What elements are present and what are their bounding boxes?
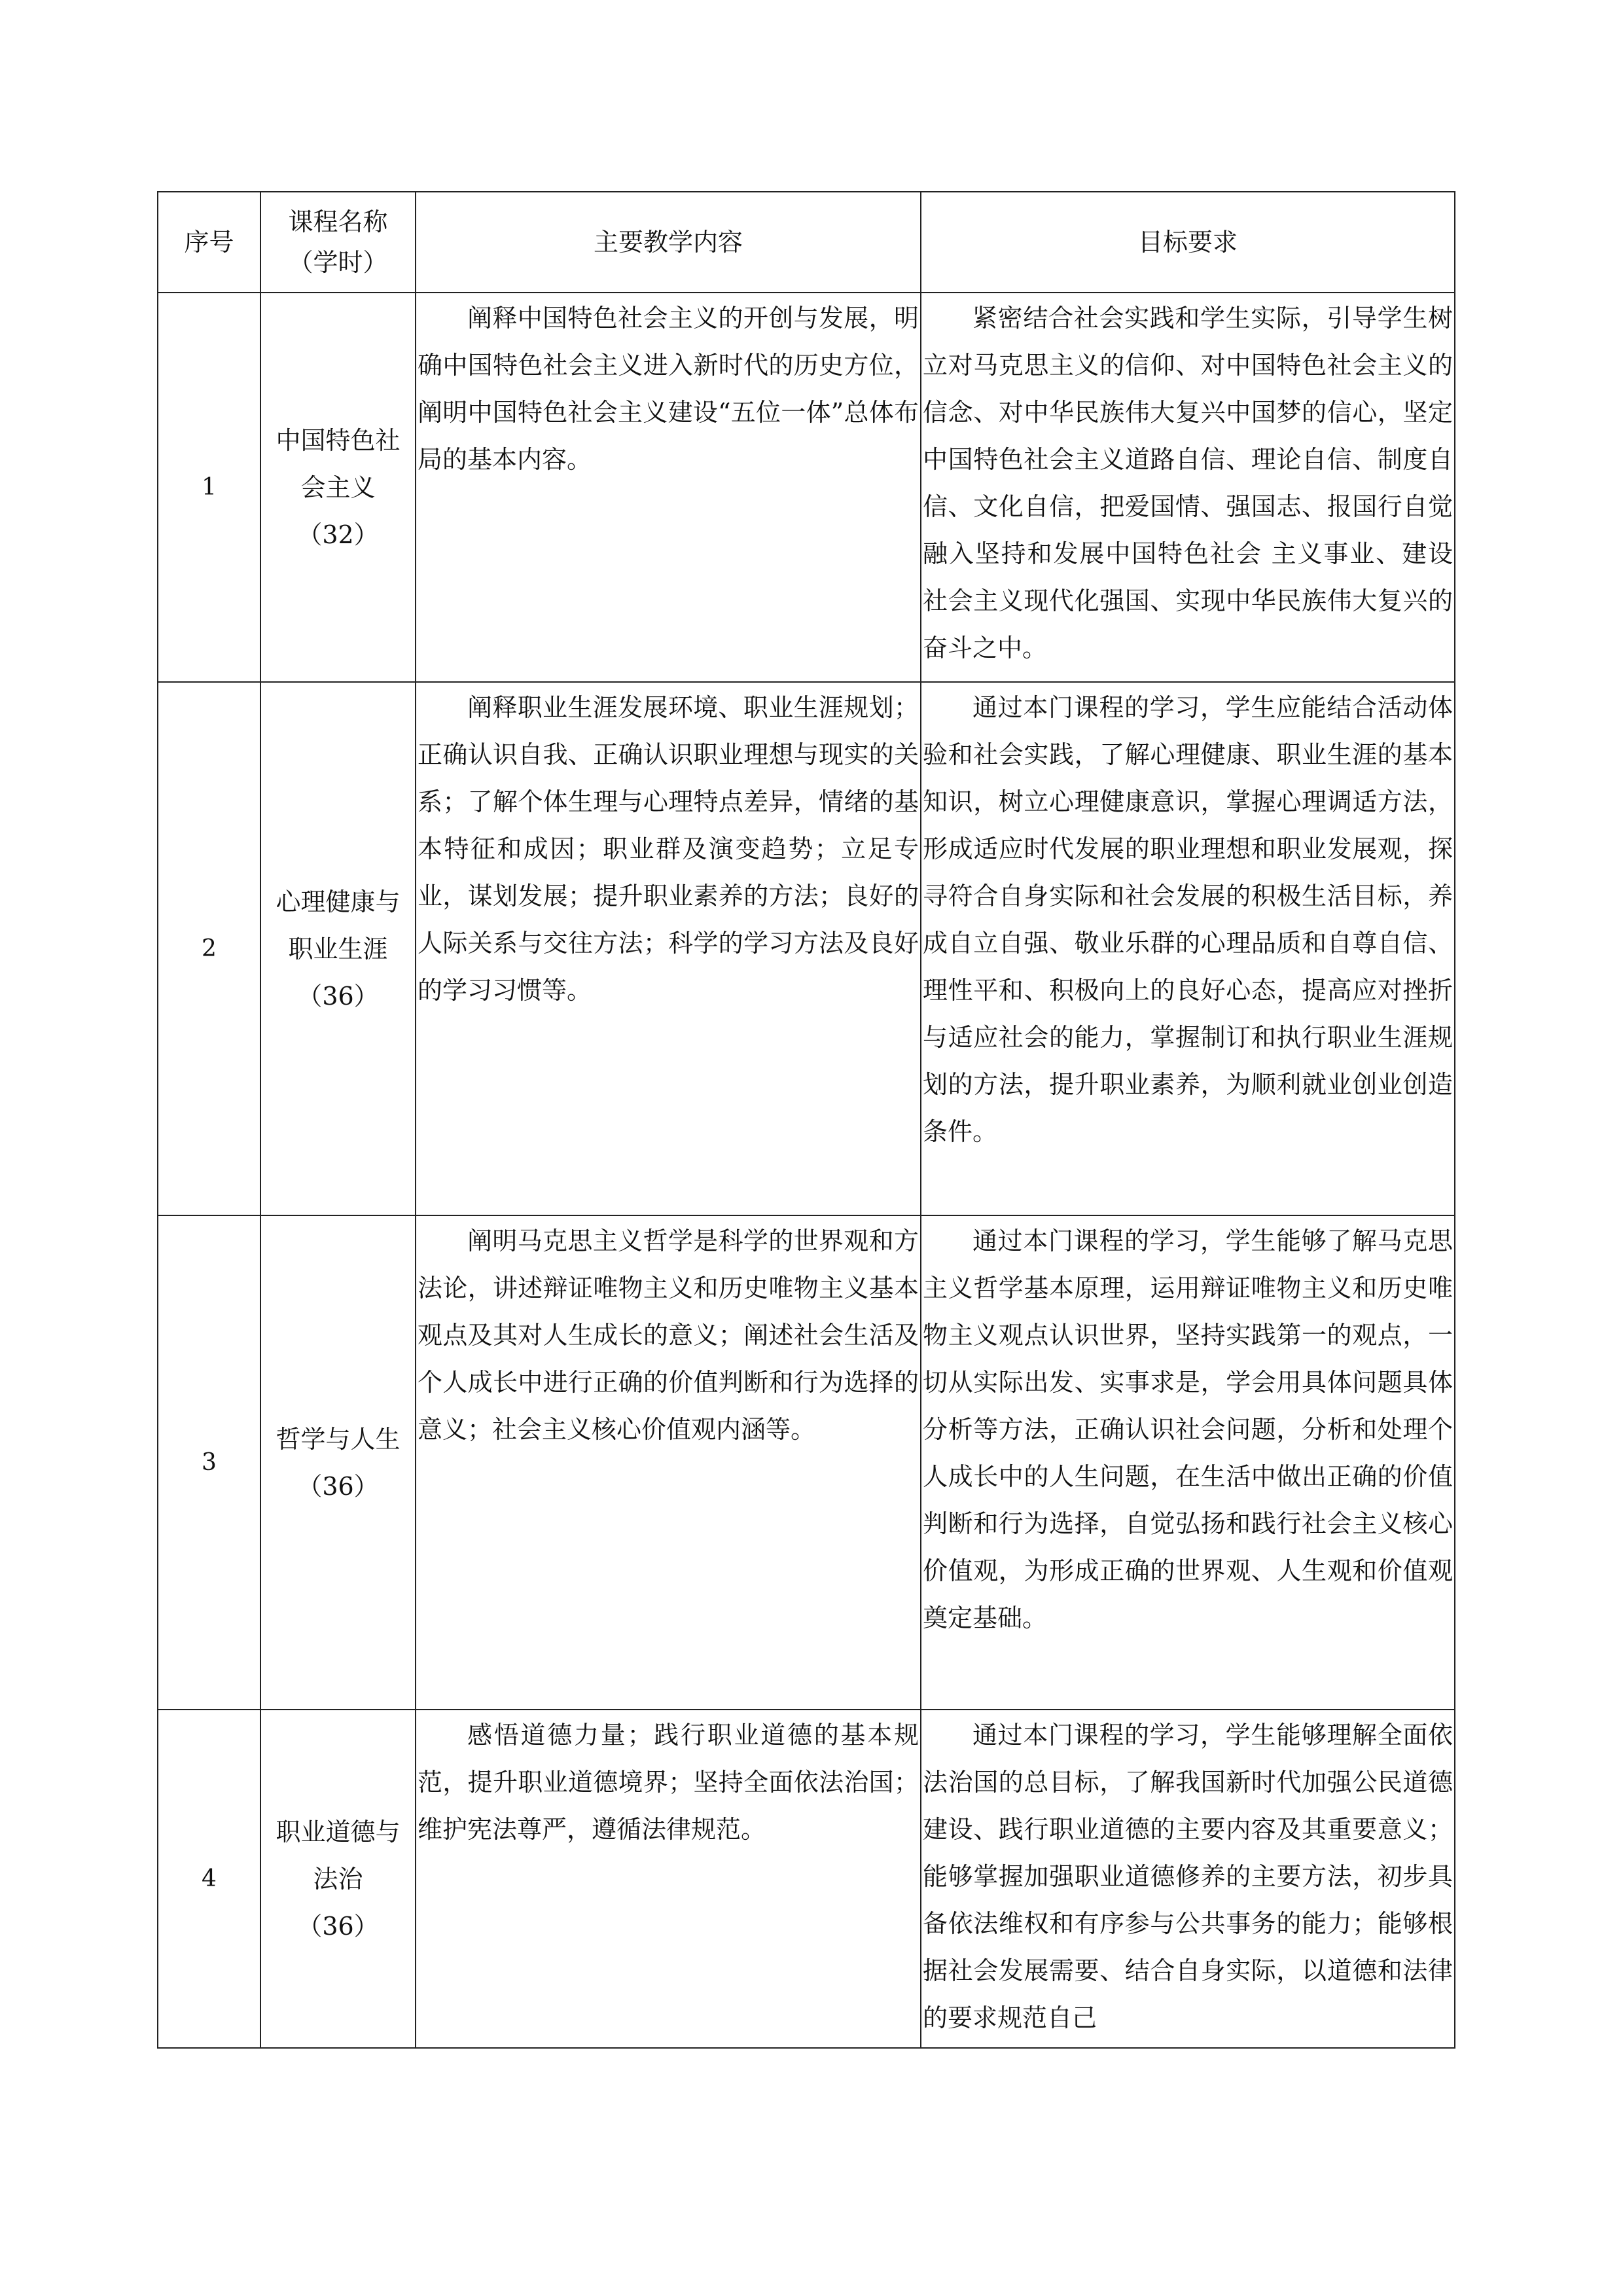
row-seq: 2 (158, 682, 260, 1215)
content-text: 阐释中国特色社会主义的开创与发展，明确中国特色社会主义进入新时代的历史方位， 阐明中国特色社会主义建设“五位一体”总体布局的基本内容。 (418, 304, 919, 474)
header-seq: 序号 (158, 192, 260, 293)
row-course-name (260, 1215, 416, 1710)
course-name-line: 哲学与人生 (276, 1424, 401, 1454)
goals-text: 通过本门课程的学习，学生能够了解马克思主义哲学基本原理，运用辩证唯物主义和历史唯物主义观点认识世界，坚持实践第一的观点，一切从实际出发、实事求是，学会用具体问题具体分析等方法，正确认识社会问题，分析和处理个人成长中的人生问题，在生活中做出正确的价值判断和行为选择，自觉弘扬和践行社会主义核心价值观，为形成正确的世界观、人生观和价值观奠定基础。 (923, 1227, 1453, 1632)
goals-text: 紧密结合社会实践和学生实际，引导学生树立对马克思主义的信仰、对中国特色社会主义的信念、对中华民族伟大复兴中国梦的信心，坚定中国特色社会主义道路自信、理论自信、制度自信、文化自信，把爱国情、强国志、报国行自觉融入坚持和发展中国特色社会 主义事业、建设社会主义现代化强国、实现中华民族伟大复兴的奋斗之中。 (923, 304, 1453, 662)
goals-text: 通过本门课程的学习，学生应能结合活动体验和社会实践，了解心理健康、职业生涯的基本知识，树立心理健康意识，掌握心理调适方法，形成适应时代发展的职业理想和职业发展观，探寻符合自身实际和社会发展的积极生活目标，养成自立自强、敬业乐群的心理品质和自尊自信、理性平和、积极向上的良好心态，提高应对挫折与适应社会的能力，掌握制订和执行职业生涯规划的方法，提升职业素养，为顺利就业创业创造条件。 (923, 693, 1453, 1146)
header-course-name (260, 192, 416, 293)
content-text: 感悟道德力量；践行职业道德的基本规范，提升职业道德境界；坚持全面依法治国；维护宪法尊严，遵循法律规范。 (418, 1721, 919, 1844)
content-text: 阐释职业生涯发展环境、职业生涯规划；正确认识自我、正确认识职业理想与现实的关系；了解个体生理与心理特点差异，情绪的基本特征和成因；职业群及演变趋势；立足专业，谋划发展；提升职业素养的方法；良好的人际关系与交往方法；科学的学习方法及良好的学习习惯等。 (418, 693, 919, 1005)
course-name-line: 职业道德与 (276, 1817, 401, 1846)
row-content (416, 293, 921, 682)
course-hours: （36） (297, 981, 379, 1011)
row-goals (921, 293, 1455, 682)
row-content (416, 1710, 921, 2048)
row-course-name (260, 682, 416, 1215)
table-row (158, 1215, 1455, 1710)
course-hours: （36） (297, 1911, 379, 1941)
goals-text: 通过本门课程的学习，学生能够理解全面依法治国的总目标，了解我国新时代加强公民道德建设、践行职业道德的主要内容及其重要意义；能够掌握加强职业道德修养的主要方法，初步具备依法维权和有序参与公共事务的能力；能够根据社会发展需要、结合自身实际，以道德和法律的要求规范自己 (923, 1721, 1453, 2032)
header-goals: 目标要求 (921, 192, 1455, 293)
row-goals (921, 1215, 1455, 1710)
course-name-line: 职业生涯 (288, 934, 388, 963)
course-hours: （36） (297, 1471, 379, 1501)
row-goals (921, 682, 1455, 1215)
course-name-line: 心理健康与 (276, 887, 401, 916)
course-name-line: 会主义 (300, 473, 376, 502)
course-table (157, 191, 1455, 2049)
row-course-name (260, 293, 416, 682)
header-course-name-label: 课程名称 (288, 207, 388, 236)
row-seq: 3 (158, 1215, 260, 1710)
table-row (158, 293, 1455, 682)
row-course-name (260, 1710, 416, 2048)
row-content (416, 682, 921, 1215)
course-hours: （32） (297, 520, 379, 549)
row-seq: 4 (158, 1710, 260, 2048)
table-row (158, 1710, 1455, 2048)
course-name-line: 法治 (313, 1864, 363, 1893)
table-row (158, 682, 1455, 1215)
row-goals (921, 1710, 1455, 2048)
course-name-line: 中国特色社 (276, 425, 401, 455)
content-text: 阐明马克思主义哲学是科学的世界观和方法论，讲述辩证唯物主义和历史唯物主义基本观点及其对人生成长的意义；阐述社会生活及个人成长中进行正确的价值判断和行为选择的意义；社会主义核心价值观内涵等。 (418, 1227, 919, 1444)
header-content: 主要教学内容 (416, 192, 921, 293)
row-seq: 1 (158, 293, 260, 682)
row-content (416, 1215, 921, 1710)
document-page (157, 191, 1454, 2049)
header-course-hours-label: （学时） (288, 248, 388, 277)
table-header-row (158, 192, 1455, 293)
